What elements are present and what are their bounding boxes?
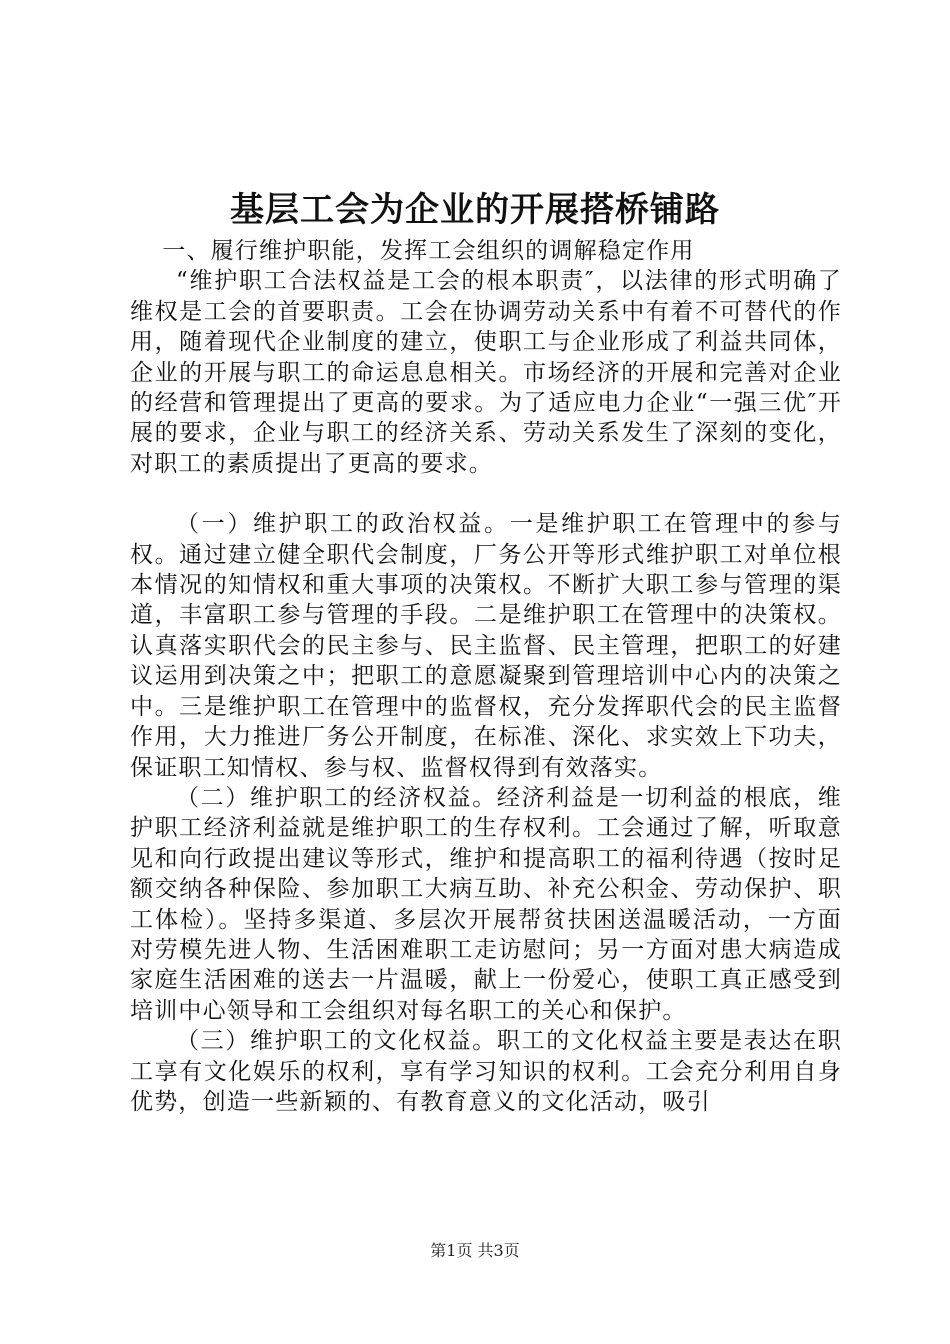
body-paragraph: （一）维护职工的政治权益。一是维护职工在管理中的参与权。通过建立健全职代会制度，厂务公开等形式维护职工对单位根本情况的知情权和重大事项的决策权。不断扩大职工参与管理的渠道，丰富职工参与管理的手段。二是维护职工在管理中的决策权。认真落实职代会的民主参与、民主监督、民主管理，把职工的好建议运用到决策之中；把职工的意愿凝聚到管理培训中心内的决策之中。三是维护职工在管理中的监督权，充分发挥职代会的民主监督作用，大力推进厂务公开制度，在标准、深化、求实效上下功夫，保证职工知情权、参与权、监督权得到有效落实。 [130, 511, 842, 781]
document-body [130, 236, 842, 1117]
page-title: 基层工会为企业的开展搭桥铺路 [230, 190, 720, 230]
paragraph-spacer [130, 479, 842, 509]
body-paragraph: （三）维护职工的文化权益。职工的文化权益主要是表达在职工享有文化娱乐的权利，享有学习知识的权利。工会充分利用自身优势，创造一些新颖的、有教育意义的文化活动，吸引 [130, 1028, 842, 1115]
page-footer: 第1页 共3页 [430, 1241, 520, 1260]
section-heading: 一、履行维护职能，发挥工会组织的调解稳定作用 [162, 238, 695, 264]
body-paragraph: （二）维护职工的经济权益。经济利益是一切利益的根底，维护职工经济利益就是维护职工的生存权利。工会通过了解，听取意见和向行政提出建议等形式，维护和提高职工的福利待遇（按时足额交纳各种保险、参加职工大病互助、补充公积金、劳动保护、职工体检）。坚持多渠道、多层次开展帮贫扶困送温暖活动，一方面对劳模先进人物、生活困难职工走访慰问；另一方面对患大病造成家庭生活困难的送去一片温暖，献上一份爱心，使职工真正感受到培训中心领导和工会组织对每名职工的关心和保护。 [130, 784, 842, 1024]
body-paragraph: “维护职工合法权益是工会的根本职责″，以法律的形式明确了维权是工会的首要职责。工会在协调劳动关系中有着不可替代的作用，随着现代企业制度的建立，使职工与企业形成了利益共同体，企业的开展与职工的命运息息相关。市场经济的开展和完善对企业的经营和管理提出了更高的要求。为了适应电力企业“一强三优″开展的要求，企业与职工的经济关系、劳动关系发生了深刻的变化，对职工的素质提出了更高的要求。 [130, 268, 842, 477]
